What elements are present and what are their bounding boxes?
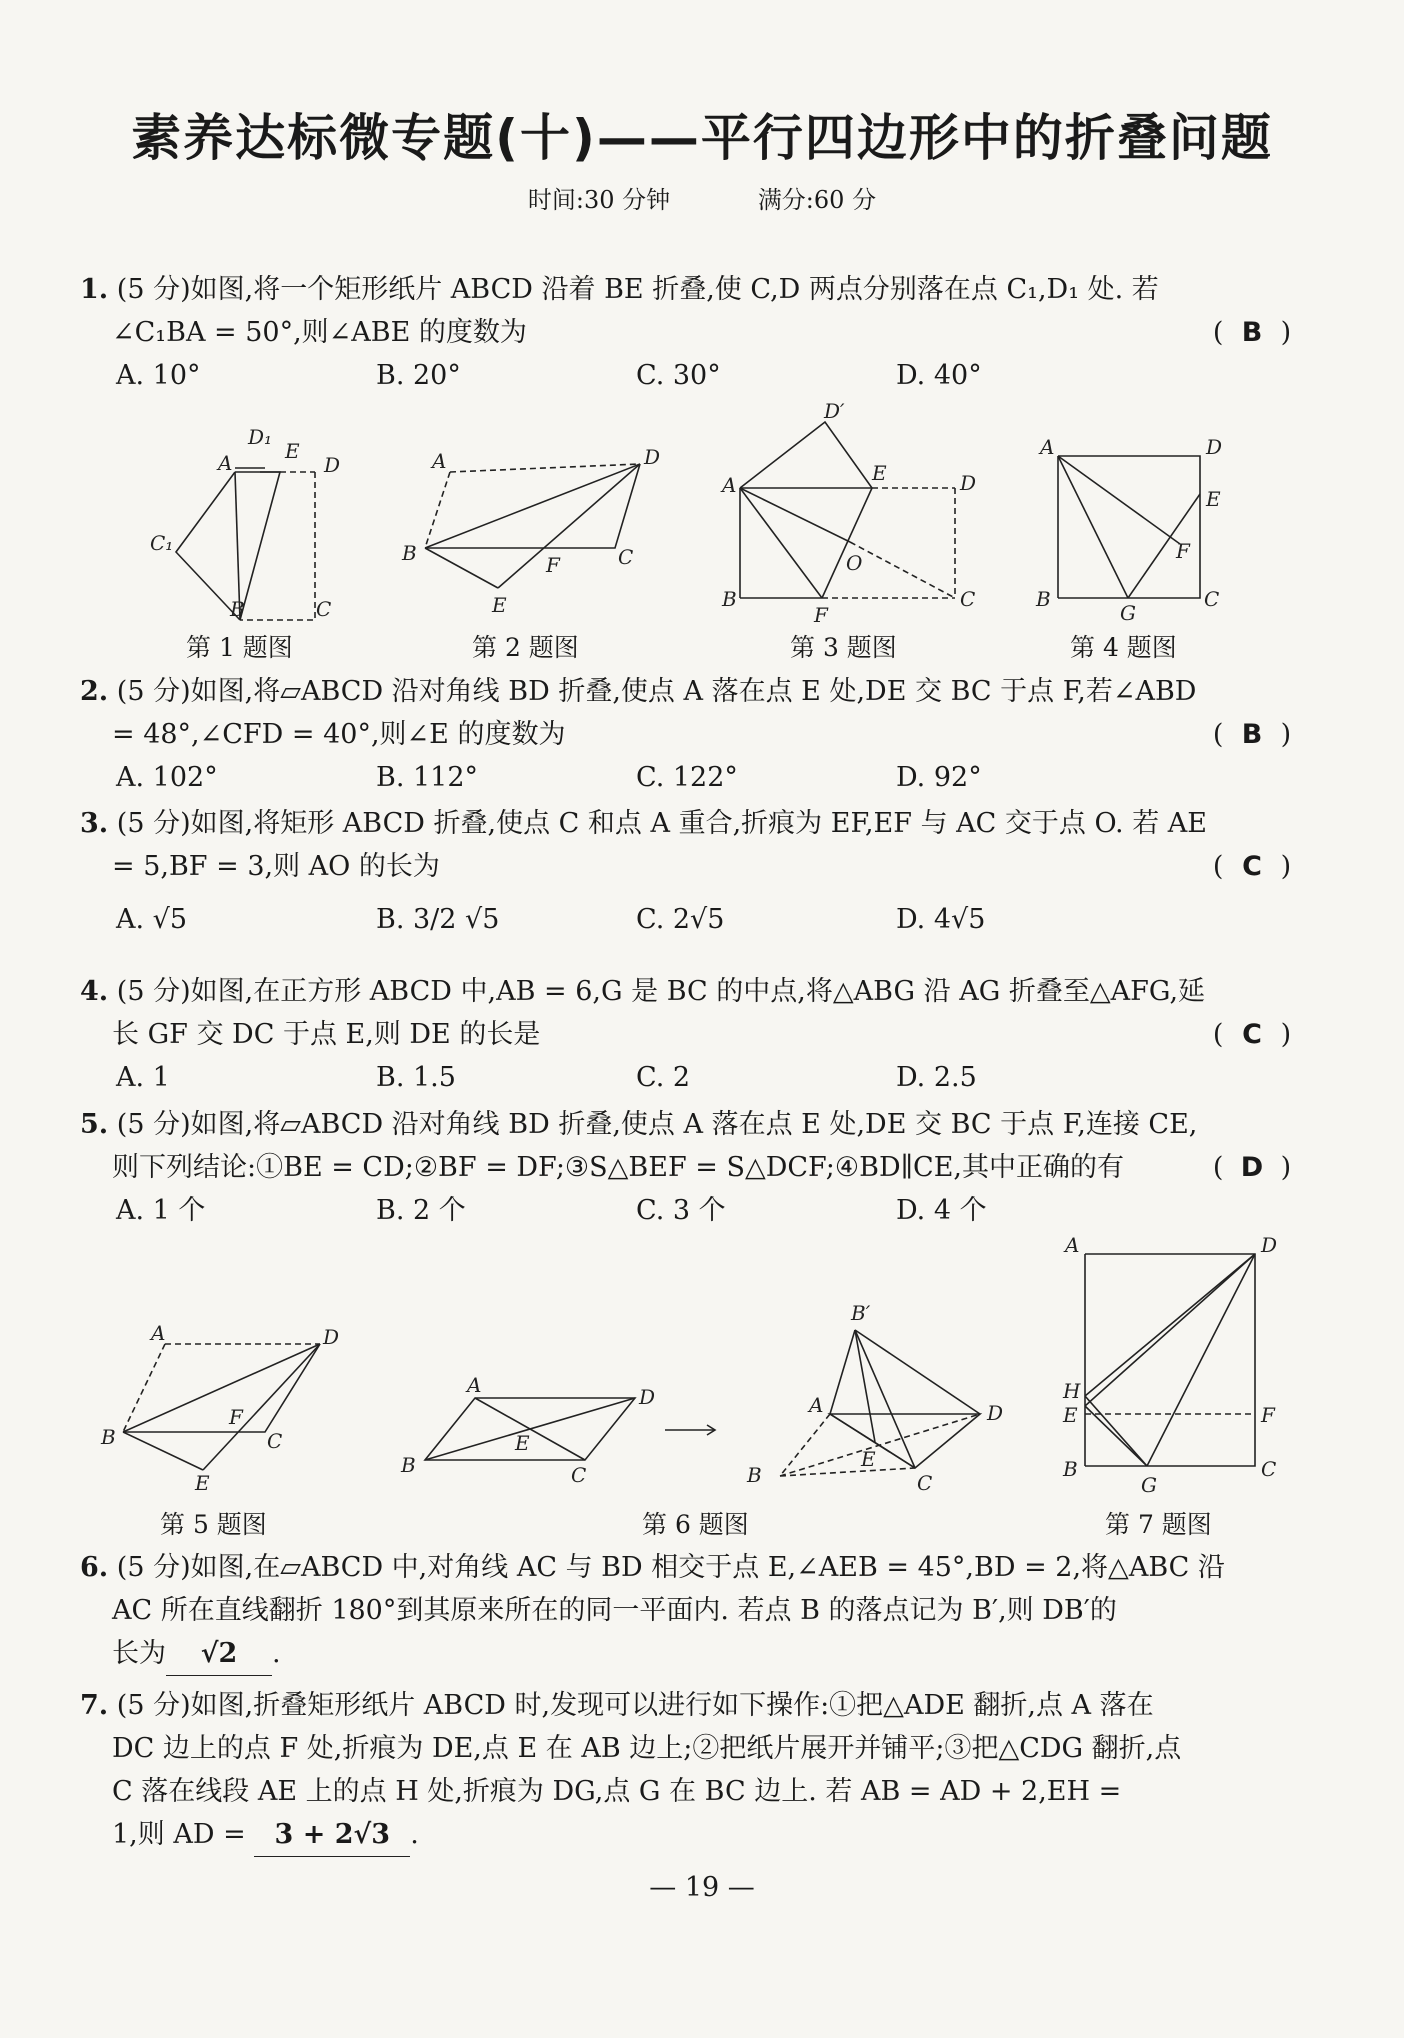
figure-5-caption: 第 5 题图 <box>160 1510 267 1539</box>
figure-3-diagram <box>720 400 990 625</box>
label-A: A <box>722 473 737 497</box>
answer-bracket: ( B ) <box>1204 311 1300 354</box>
figure-6-caption: 第 6 题图 <box>642 1510 749 1539</box>
option-b: B. 20° <box>376 360 461 391</box>
label-E: E <box>1063 1403 1078 1427</box>
figure-3-caption: 第 3 题图 <box>790 633 897 662</box>
label-E: E <box>861 1447 876 1471</box>
figure-2-caption: 第 2 题图 <box>472 633 579 662</box>
label-D: D <box>639 1385 656 1409</box>
question-text: ∠C₁BA = 50°,则∠ABE 的度数为 <box>112 317 527 348</box>
label-D: D <box>644 445 661 469</box>
question-number: 6. <box>80 1552 109 1583</box>
label-B: B <box>747 1463 762 1487</box>
question-text: (5 分)如图,在正方形 ABCD 中,AB = 6,G 是 BC 的中点,将△ABG 沿 AG 折叠至△AFG,延 <box>116 976 1206 1007</box>
figure-4-caption: 第 4 题图 <box>1070 633 1177 662</box>
full-score: 满分:60 分 <box>757 186 877 214</box>
answer-bracket: ( D ) <box>1204 1146 1300 1189</box>
question-number: 1. <box>80 274 109 305</box>
option-a: A. 102° <box>116 762 218 793</box>
label-B: B <box>1036 587 1051 611</box>
answer-blank: √2 <box>166 1632 272 1676</box>
answer-choice: B <box>1241 719 1263 750</box>
answer-bracket: ( C ) <box>1204 1013 1300 1056</box>
option-b: B. 1.5 <box>376 1062 456 1093</box>
label-B-prime: B′ <box>851 1301 871 1325</box>
options <box>80 898 1300 941</box>
answer-choice: C <box>1242 851 1262 882</box>
label-C: C <box>1204 587 1220 611</box>
question-text: (5 分)如图,将矩形 ABCD 折叠,使点 C 和点 A 重合,折痕为 EF,EF 与 AC 交于点 O. 若 AE <box>116 808 1207 839</box>
option-d: D. 40° <box>896 360 982 391</box>
answer-choice: D <box>1240 1152 1264 1183</box>
option-b: B. 3/2 √5 <box>376 904 500 935</box>
label-B: B <box>401 1453 416 1477</box>
label-E: E <box>285 439 300 463</box>
option-c: C. 2√5 <box>636 904 725 935</box>
option-d: D. 4√5 <box>896 904 986 935</box>
options <box>80 1189 1300 1232</box>
question-7: 7. (5 分)如图,折叠矩形纸片 ABCD 时,发现可以进行如下操作:①把△ADE 翻折,点 A 落在 DC 边上的点 F 处,折痕为 DE,点 E 在 AB 边上;②把纸片展开并铺平;③把△CDG 翻折,点 C 落在线段 AE 上的点 H 处,折痕为 DG,点 G 在 BC 边上. 若 AB = AD + 2,EH = 1,则 AD = 3 + 2√3 . <box>80 1684 1300 1857</box>
label-D: D <box>323 1325 340 1349</box>
label-E: E <box>872 461 887 485</box>
question-number: 3. <box>80 808 109 839</box>
label-A: A <box>809 1393 824 1417</box>
option-d: D. 2.5 <box>896 1062 977 1093</box>
figure-1-caption: 第 1 题图 <box>186 633 293 662</box>
label-C: C <box>1261 1457 1277 1481</box>
figure-5-diagram <box>95 1320 355 1495</box>
label-D: D <box>960 471 977 495</box>
label-F: F <box>546 553 560 577</box>
question-text: (5 分)如图,将一个矩形纸片 ABCD 沿着 BE 折叠,使 C,D 两点分别落在点 C₁,D₁ 处. 若 <box>116 274 1159 305</box>
option-d: D. 4 个 <box>896 1195 987 1226</box>
question-text: (5 分)如图,将▱ABCD 沿对角线 BD 折叠,使点 A 落在点 E 处,DE 交 BC 于点 F,若∠ABD <box>116 676 1197 707</box>
question-1 <box>80 268 1300 397</box>
question-text: (5 分)如图,在▱ABCD 中,对角线 AC 与 BD 相交于点 E,∠AEB = 45°,BD = 2,将△ABC 沿 <box>116 1552 1225 1583</box>
question-text: 长 GF 交 DC 于点 E,则 DE 的长是 <box>112 1019 541 1050</box>
label-H: H <box>1063 1379 1081 1403</box>
question-2 <box>80 670 1300 799</box>
label-C: C <box>917 1471 933 1495</box>
figure-2-diagram <box>400 440 670 620</box>
answer-choice: C <box>1242 1019 1262 1050</box>
question-3 <box>80 802 1300 941</box>
figure-6-diagram <box>395 1300 1025 1500</box>
question-text: 1,则 AD = <box>112 1819 246 1850</box>
time-limit: 时间:30 分钟 <box>527 186 671 214</box>
answer-bracket: ( C ) <box>1204 845 1300 888</box>
question-5 <box>80 1103 1300 1232</box>
label-D: D <box>1261 1233 1278 1257</box>
label-E: E <box>1206 487 1221 511</box>
question-text: C 落在线段 AE 上的点 H 处,折痕为 DG,点 G 在 BC 边上. 若 AB = AD + 2,EH = <box>112 1776 1122 1807</box>
options <box>80 354 1300 397</box>
label-C: C <box>960 587 976 611</box>
label-C: C <box>316 597 332 621</box>
option-b: B. 2 个 <box>376 1195 466 1226</box>
label-B: B <box>402 541 417 565</box>
label-F: F <box>1176 539 1190 563</box>
label-B: B <box>230 597 245 621</box>
label-O: O <box>846 551 863 575</box>
label-C1: C₁ <box>150 531 174 555</box>
label-D: D <box>1206 435 1223 459</box>
label-A: A <box>1065 1233 1080 1257</box>
figure-1-diagram <box>140 420 360 620</box>
label-G: G <box>1120 601 1136 625</box>
question-text: = 48°,∠CFD = 40°,则∠E 的度数为 <box>112 719 566 750</box>
label-A: A <box>218 451 233 475</box>
option-c: C. 122° <box>636 762 738 793</box>
option-a: A. √5 <box>116 904 188 935</box>
question-text: DC 边上的点 F 处,折痕为 DE,点 E 在 AB 边上;②把纸片展开并铺平;③把△CDG 翻折,点 <box>112 1733 1182 1764</box>
figure-7-caption: 第 7 题图 <box>1105 1510 1212 1539</box>
answer-bracket: ( B ) <box>1204 713 1300 756</box>
figure-4-diagram <box>1030 430 1250 625</box>
options <box>80 756 1300 799</box>
label-D1: D₁ <box>248 425 273 449</box>
question-4 <box>80 970 1300 1099</box>
label-D: D <box>987 1401 1004 1425</box>
answer-blank: 3 + 2√3 <box>254 1813 410 1857</box>
option-c: C. 30° <box>636 360 721 391</box>
label-C: C <box>571 1463 587 1487</box>
label-F: F <box>229 1405 243 1429</box>
options <box>80 1056 1300 1099</box>
option-b: B. 112° <box>376 762 479 793</box>
question-number: 5. <box>80 1109 109 1140</box>
question-text: = 5,BF = 3,则 AO 的长为 <box>112 851 440 882</box>
label-A: A <box>467 1373 482 1397</box>
label-E: E <box>492 593 507 617</box>
option-a: A. 1 <box>116 1062 170 1093</box>
figure-7-diagram <box>1055 1230 1285 1500</box>
question-number: 2. <box>80 676 109 707</box>
question-text: 长为 <box>112 1638 166 1669</box>
label-E: E <box>515 1431 530 1455</box>
option-a: A. 10° <box>116 360 201 391</box>
question-text: (5 分)如图,折叠矩形纸片 ABCD 时,发现可以进行如下操作:①把△ADE 翻折,点 A 落在 <box>116 1690 1154 1721</box>
label-F: F <box>1261 1403 1275 1427</box>
label-E: E <box>195 1471 210 1495</box>
exam-meta <box>0 180 1404 215</box>
label-A: A <box>151 1321 166 1345</box>
label-B: B <box>722 587 737 611</box>
label-C: C <box>618 545 634 569</box>
label-A: A <box>1040 435 1055 459</box>
label-A: A <box>432 449 447 473</box>
question-text: 则下列结论:①BE = CD;②BF = DF;③S△BEF = S△DCF;④BD∥CE,其中正确的有 <box>112 1152 1125 1183</box>
page-number: — 19 — <box>649 1872 755 1903</box>
page-title: 素养达标微专题(十)——平行四边形中的折叠问题 <box>131 109 1273 167</box>
option-c: C. 3 个 <box>636 1195 726 1226</box>
label-D-prime: D′ <box>824 399 845 423</box>
label-B: B <box>101 1425 116 1449</box>
label-C: C <box>267 1429 283 1453</box>
label-G: G <box>1141 1473 1157 1497</box>
label-B: B <box>1063 1457 1078 1481</box>
option-c: C. 2 <box>636 1062 691 1093</box>
label-F: F <box>814 603 828 627</box>
option-a: A. 1 个 <box>116 1195 206 1226</box>
option-d: D. 92° <box>896 762 982 793</box>
question-number: 4. <box>80 976 109 1007</box>
question-text: AC 所在直线翻折 180°到其原来所在的同一平面内. 若点 B 的落点记为 B′,则 DB′的 <box>112 1595 1117 1626</box>
label-D: D <box>324 453 341 477</box>
question-6: 6. (5 分)如图,在▱ABCD 中,对角线 AC 与 BD 相交于点 E,∠AEB = 45°,BD = 2,将△ABC 沿 AC 所在直线翻折 180°到其原来所在的同一平面内. 若点 B 的落点记为 B′,则 DB′的 长为 √2 . <box>80 1546 1300 1676</box>
question-number: 7. <box>80 1690 109 1721</box>
question-text: (5 分)如图,将▱ABCD 沿对角线 BD 折叠,使点 A 落在点 E 处,DE 交 BC 于点 F,连接 CE, <box>116 1109 1198 1140</box>
answer-choice: B <box>1241 317 1263 348</box>
